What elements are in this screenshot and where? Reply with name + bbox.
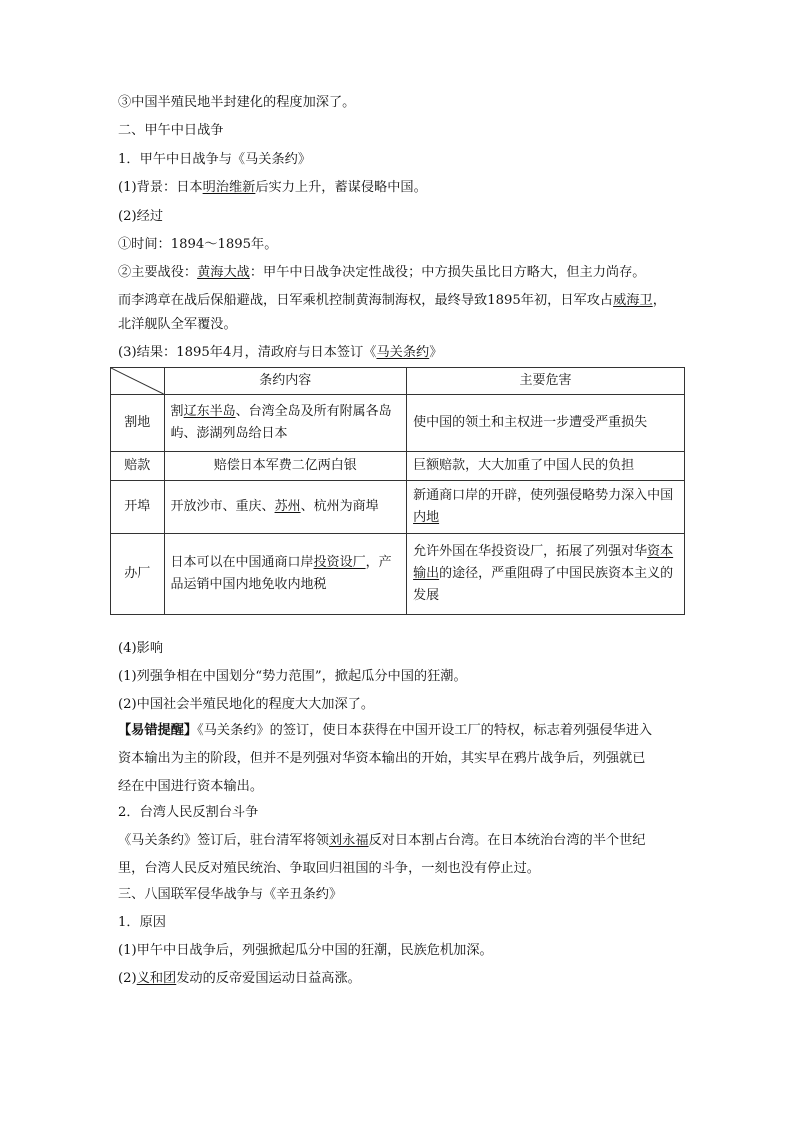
text-line — [118, 264, 646, 282]
table-cell — [407, 481, 685, 534]
row-label: 割地 — [111, 395, 165, 452]
table-cell: 赔偿日本军费二亿两白银 — [164, 452, 407, 481]
text-span: ②主要战役： — [118, 265, 198, 280]
text-span: 反对日本割占台湾。在日本统治台湾的半个世纪 — [368, 833, 646, 848]
underlined-term: 马关条约 — [376, 345, 430, 360]
text-line: 北洋舰队全军覆没。 — [118, 317, 237, 332]
text-line: (1)甲午中日战争后，列强掀起瓜分中国的狂潮，民族危机加深。 — [118, 943, 493, 958]
table-cell: 使中国的领土和主权进一步遭受严重损失 — [407, 395, 685, 452]
text-span: 》 — [429, 345, 443, 360]
underlined-term: 刘永福 — [329, 833, 369, 848]
underlined-term: 资本输出 — [413, 544, 674, 581]
text-span: 发动的反帝爱国运动日益高涨。 — [176, 971, 361, 986]
table-cell — [164, 534, 407, 615]
tip-label: 【易错提醒】 — [118, 723, 198, 738]
text-line: (2)中国社会半殖民地化的程度大大加深了。 — [118, 697, 375, 712]
treaty-table — [110, 367, 685, 615]
text-line — [118, 970, 361, 988]
text-span: 割 — [170, 404, 184, 419]
row-label: 赔款 — [111, 452, 165, 481]
row-label: 办厂 — [111, 534, 165, 615]
text-line: 里，台湾人民反对殖民统治、争取回归祖国的斗争，一刻也没有停止过。 — [118, 861, 540, 876]
underlined-term: 明治维新 — [202, 180, 256, 195]
underlined-term: 内地 — [413, 510, 440, 525]
underlined-term: 苏州 — [274, 499, 301, 514]
diagonal-line — [111, 368, 164, 394]
text-line — [118, 292, 666, 310]
underlined-term: 威海卫 — [613, 293, 653, 308]
text-span: 而李鸿章在战后保船避战，日军乘机控制黄海制海权，最终导致1895年初，日军攻占 — [118, 293, 614, 308]
table-header-cell: 主要危害 — [407, 368, 685, 395]
underlined-term: 黄海大战 — [197, 265, 250, 280]
text-line — [118, 344, 442, 362]
text-line: (1)列强争相在中国划分“势力范围”，掀起瓜分中国的狂潮。 — [118, 669, 467, 684]
table-row — [111, 534, 685, 615]
text-span: ：甲午中日战争决定性战役；中方损失虽比日方略大，但主力尚存。 — [249, 265, 646, 280]
text-span: 开放沙市、重庆、 — [170, 499, 275, 514]
text-line — [118, 179, 427, 197]
table-row — [111, 452, 685, 481]
row-label: 开埠 — [111, 481, 165, 534]
text-span: 新通商口岸的开辟，使列强侵略势力深入中国 — [413, 488, 674, 503]
table-cell — [164, 481, 407, 534]
underlined-term: 辽东半岛 — [183, 404, 236, 419]
text-span: 后实力上升，蓄谋侵略中国。 — [255, 180, 427, 195]
subsection-heading: 1．甲午中日战争与《马关条约》 — [118, 152, 312, 167]
text-span: ， — [652, 293, 666, 308]
section-heading: 二、甲午中日战争 — [118, 123, 224, 138]
section-heading: 三、八国联军侵华战争与《辛丑条约》 — [118, 887, 343, 902]
table-cell — [407, 534, 685, 615]
text-line: 资本输出为主的阶段，但并不是列强对华资本输出的开始，其实早在鸦片战争后，列强就已 — [118, 751, 646, 766]
table-row — [111, 481, 685, 534]
text-line: ①时间：1894～1895年。 — [118, 237, 278, 252]
text-line: ③中国半殖民地半封建化的程度加深了。 — [118, 95, 356, 110]
table-cell: 巨额赔款，大大加重了中国人民的负担 — [407, 452, 685, 481]
text-span: 、杭州为商埠 — [300, 499, 379, 514]
subsection-heading: 1．原因 — [118, 915, 166, 930]
text-span: 的途径，严重阻碍了中国民族资本主义的发展 — [413, 566, 674, 603]
text-span: (2) — [118, 971, 137, 986]
text-line — [118, 832, 646, 850]
table-header-row — [111, 368, 685, 395]
text-span: ，产品运销中国内地免收内地税 — [170, 555, 392, 592]
text-line: (4)影响 — [118, 641, 164, 656]
text-line: (2)经过 — [118, 209, 164, 224]
diagonal-header-cell — [111, 368, 165, 395]
text-span: 《马关条约》的签订，使日本获得在中国开设工厂的特权，标志着列强侵华进入 — [197, 723, 653, 738]
table-cell — [164, 395, 407, 452]
underlined-term: 投资设厂 — [313, 555, 366, 570]
table-row — [111, 395, 685, 452]
subsection-heading: 2．台湾人民反割台斗争 — [118, 805, 259, 820]
table-header-cell: 条约内容 — [164, 368, 407, 395]
text-line: 经在中国进行资本输出。 — [118, 779, 264, 794]
text-span: (1)背景：日本 — [118, 180, 203, 195]
underlined-term: 义和团 — [136, 971, 177, 986]
text-span: 日本可以在中国通商口岸 — [170, 555, 314, 570]
text-line — [118, 722, 652, 740]
text-span: (3)结果：1895年4月，清政府与日本签订《 — [118, 345, 377, 360]
text-span: 允许外国在华投资设厂，拓展了列强对华 — [413, 544, 648, 559]
text-span: 《马关条约》签订后，驻台清军将领 — [118, 833, 329, 848]
text-span: 、台湾全岛及所有附属各岛屿、澎湖列岛给日本 — [170, 404, 392, 441]
